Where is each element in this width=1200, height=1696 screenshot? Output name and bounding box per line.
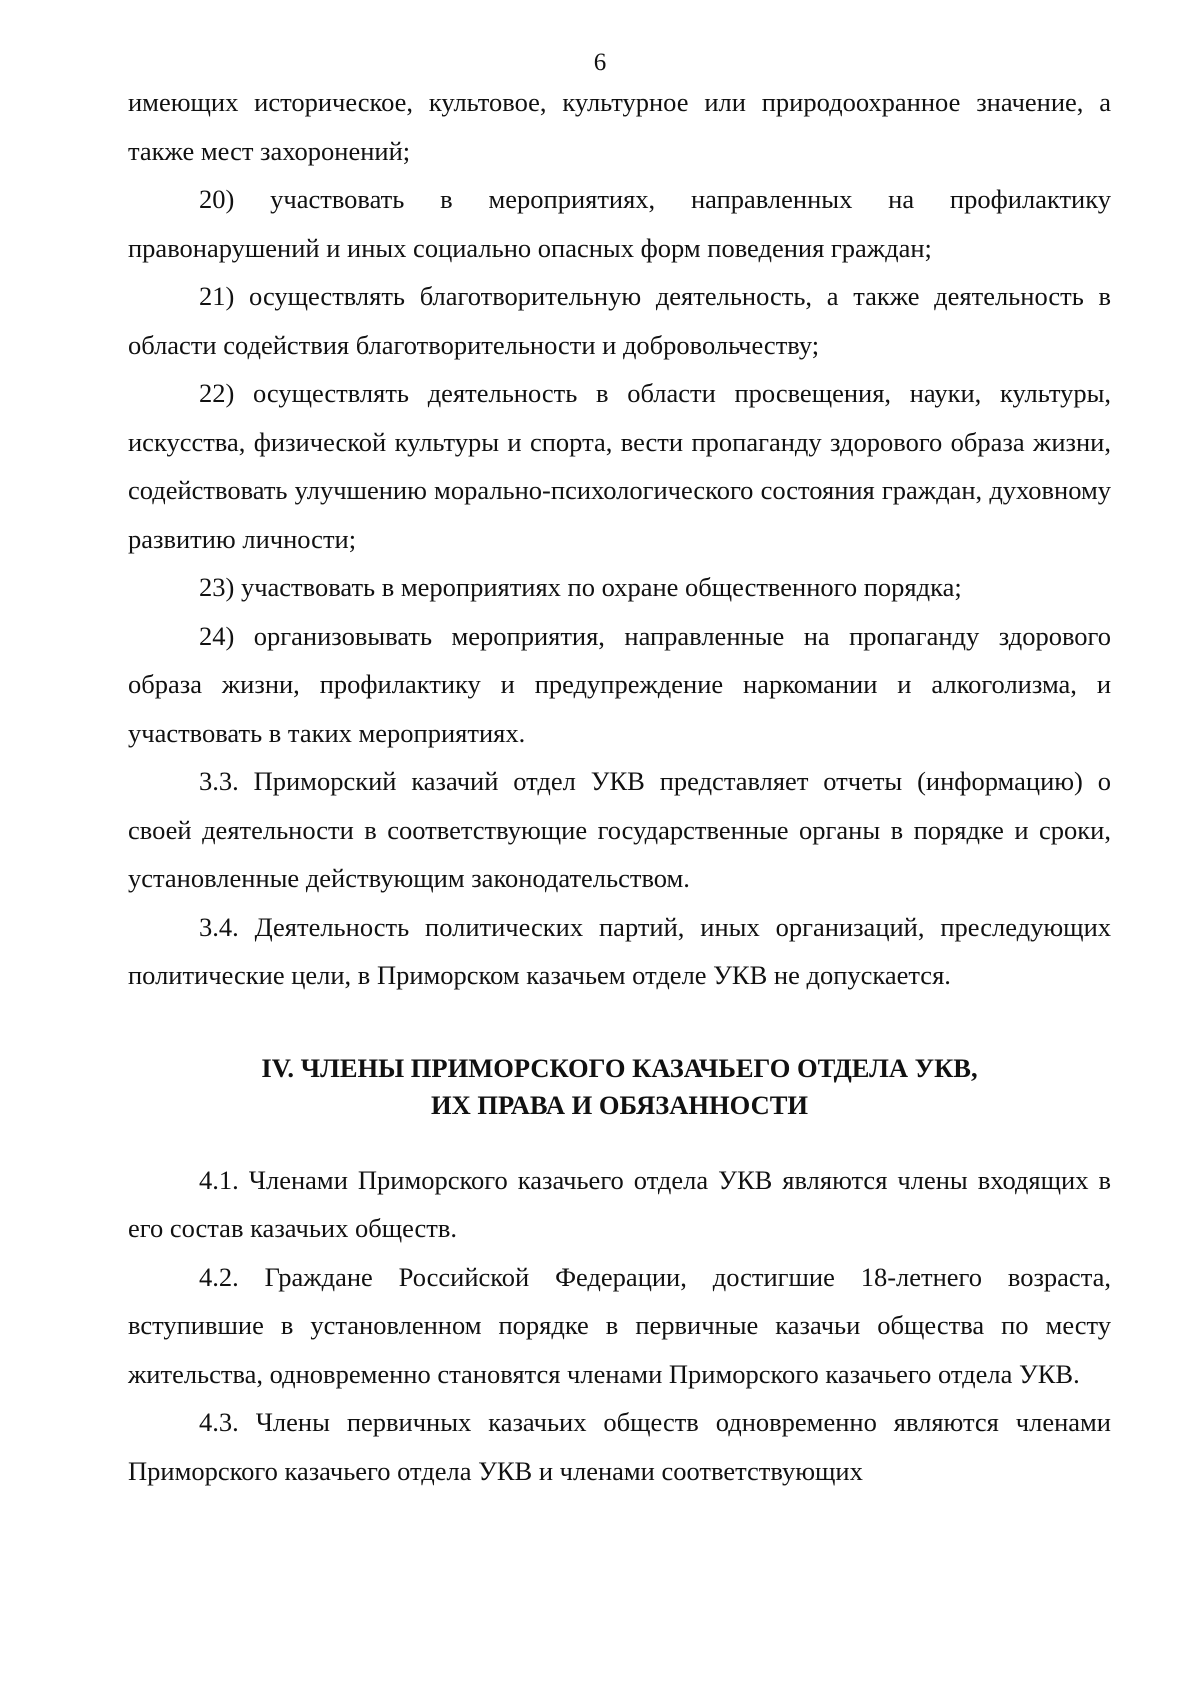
paragraph: 3.3. Приморский казачий отдел УКВ представляет отчеты (информацию) о своей деятельности в соответствующие государственные органы в порядке и сроки, установленные действующим законодательством. [128,766,1111,893]
page-number: 6 [593,49,607,76]
paragraph: 4.1. Членами Приморского казачьего отдела УКВ являются члены входящих в его состав казачьих обществ. [128,1164,1111,1243]
section-heading [128,1050,1111,1124]
paragraph: 22) осуществлять деятельность в области просвещения, науки, культуры, искусства, физической культуры и спорта, вести пропаганду здорового образа жизни, содействовать улучшению морально-психологического состояния граждан, духовному развитию личности; [128,378,1111,554]
paragraph: 21) осуществлять благотворительную деятельность, а также деятельность в области содействия благотворительности и добровольчеству; [128,281,1111,360]
paragraph: имеющих историческое, культовое, культурное или природоохранное значение, а также мест захоронений; [128,87,1111,166]
section-heading-line-2: ИХ ПРАВА И ОБЯЗАННОСТИ [430,1089,809,1120]
section-heading-line-1: IV. ЧЛЕНЫ ПРИМОРСКОГО КАЗАЧЬЕГО ОТДЕЛА УКВ, [261,1052,978,1083]
paragraph: 3.4. Деятельность политических партий, иных организаций, преследующих политические цели, в Приморском казачьем отделе УКВ не допускается. [128,911,1111,990]
paragraph: 23) участвовать в мероприятиях по охране общественного порядка; [199,572,962,602]
paragraph: 24) организовывать мероприятия, направленные на пропаганду здорового образа жизни, профилактику и предупреждение наркомании и алкоголизма, и участвовать в таких мероприятиях. [128,620,1111,748]
paragraphs-after-heading [128,1156,1111,1496]
paragraph: 4.3. Члены первичных казачьих обществ одновременно являются членами Приморского казачьего отдела УКВ и членами соответствующих [128,1407,1111,1486]
paragraph: 20) участвовать в мероприятиях, направленных на профилактику правонарушений и иных социально опасных форм поведения граждан; [128,184,1111,263]
document-body [128,78,1111,1495]
paragraphs-before-heading [128,78,1111,1000]
paragraph: 4.2. Граждане Российской Федерации, достигшие 18-летнего возраста, вступившие в установленном порядке в первичные казачьи общества по месту жительства, одновременно становятся членами Приморского казачьего отдела УКВ. [128,1261,1111,1389]
